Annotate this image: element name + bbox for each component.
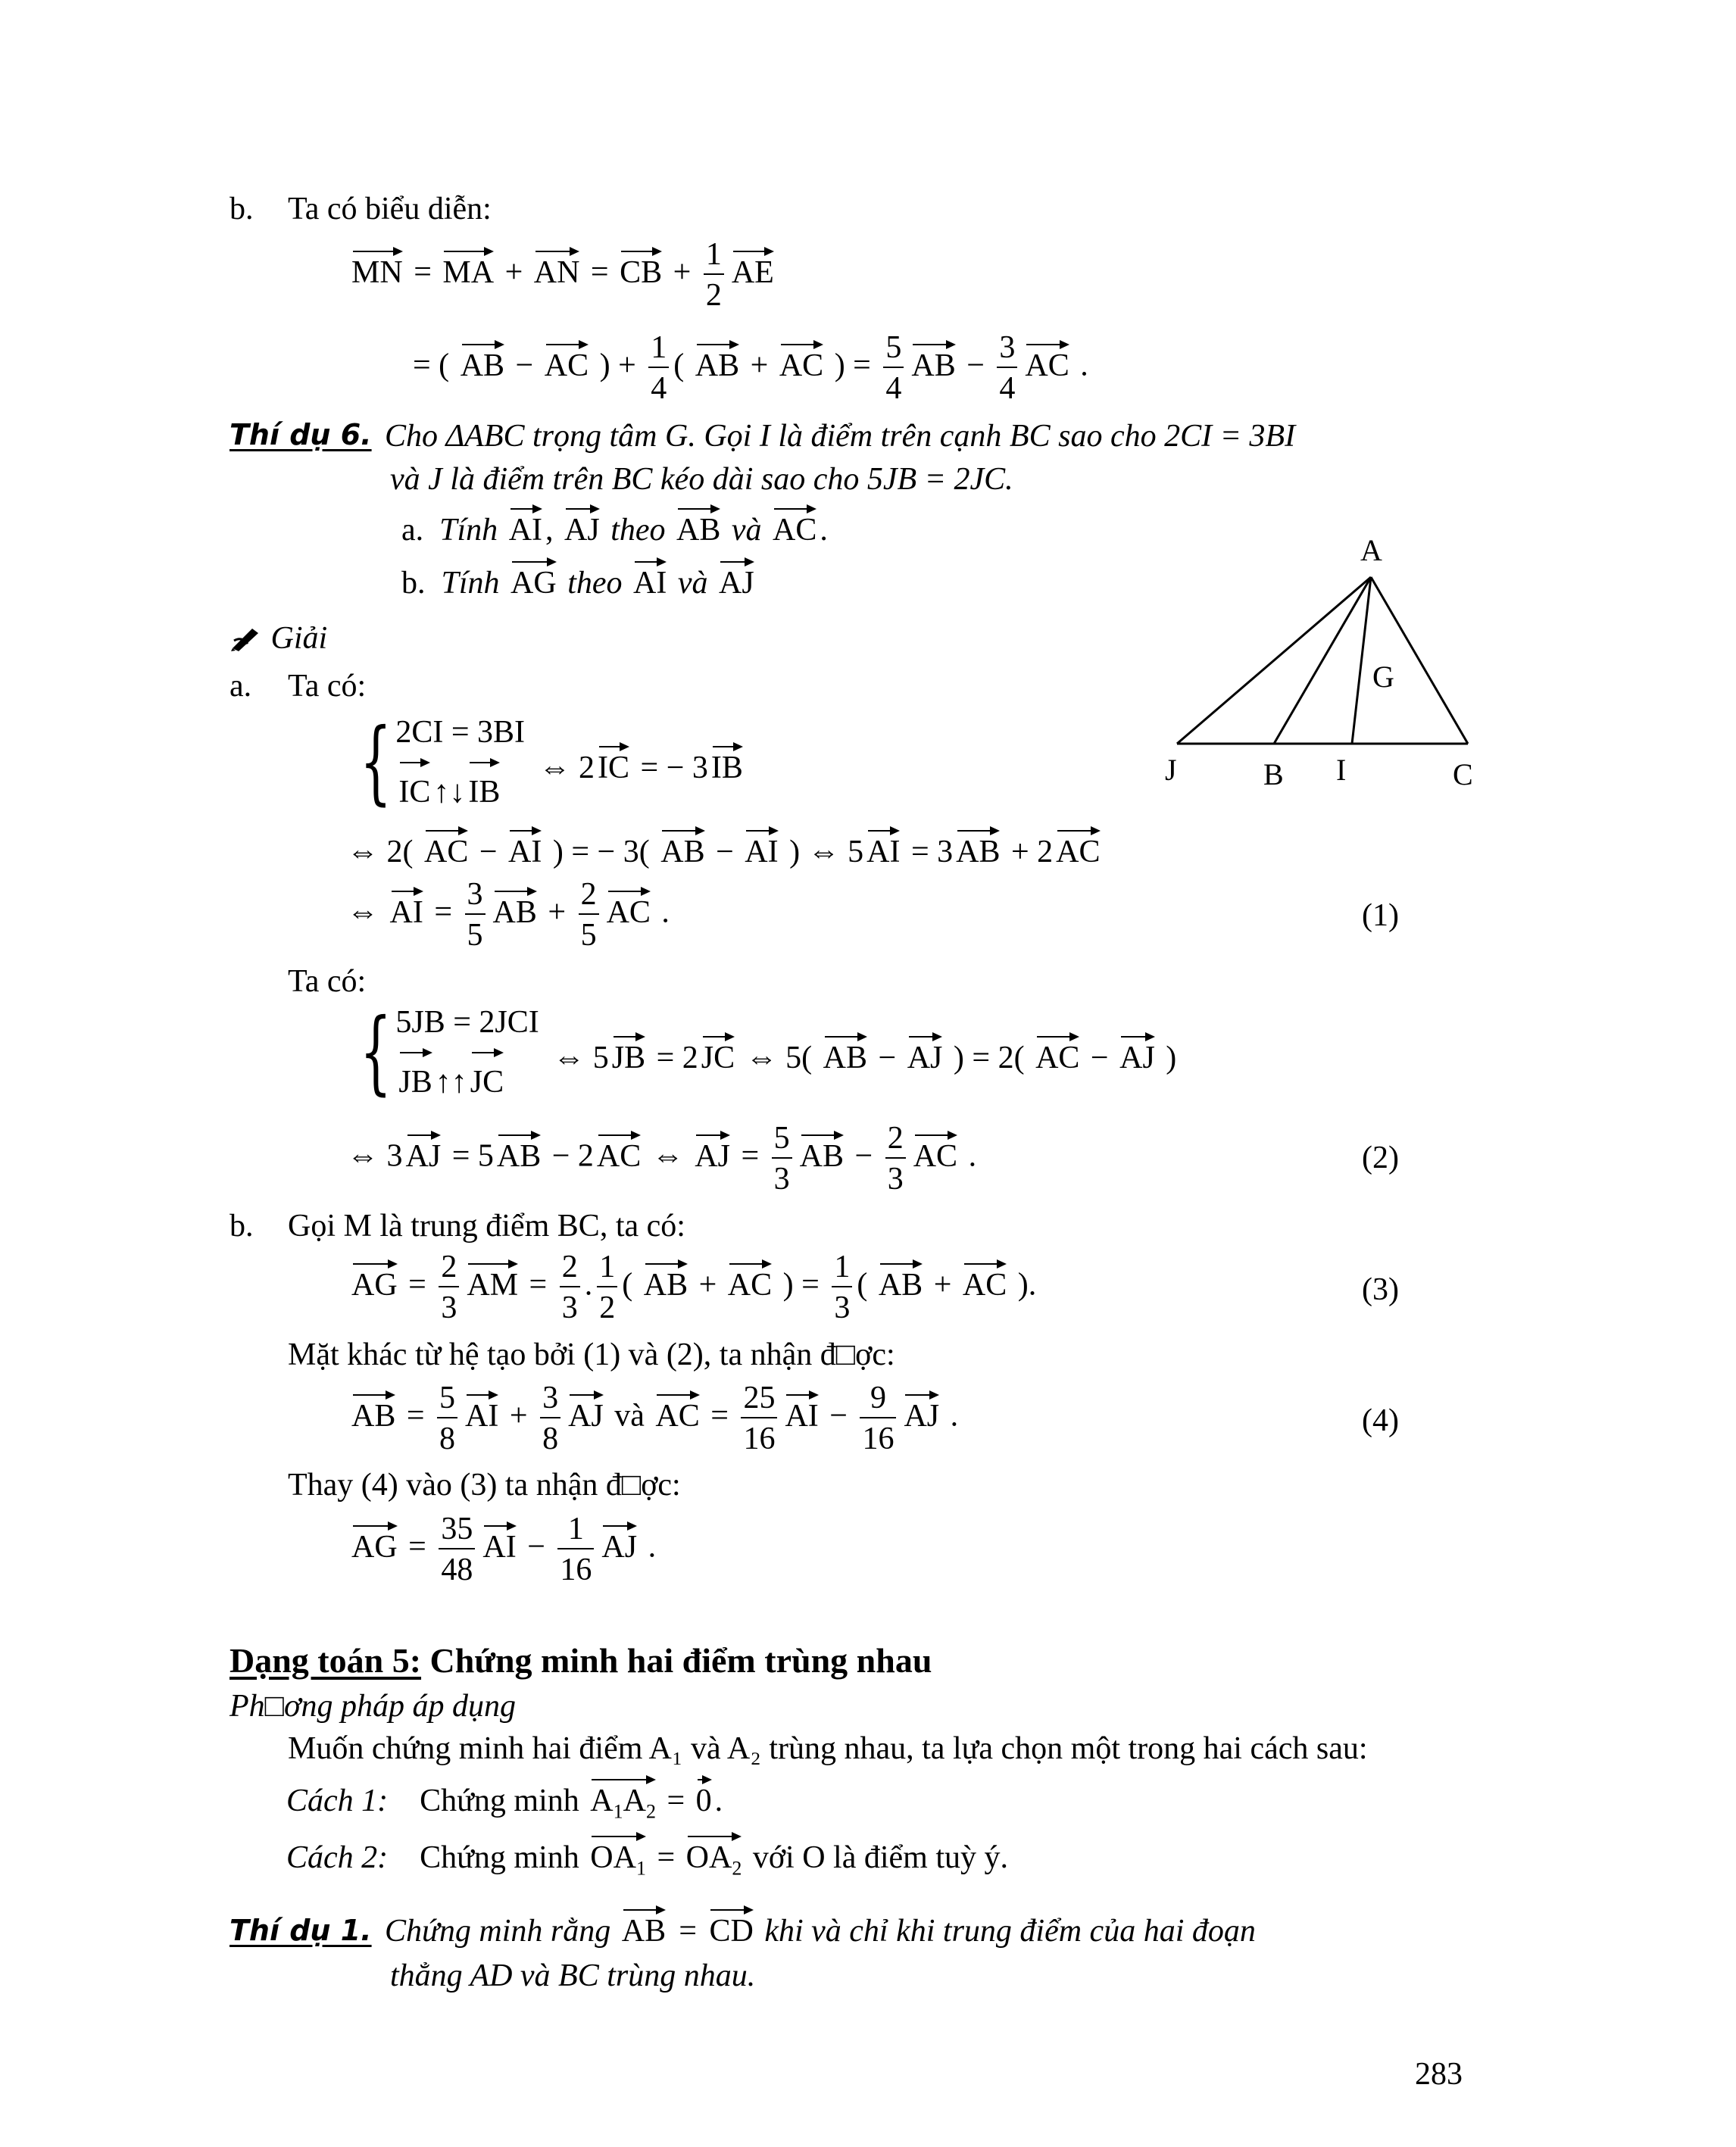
- question-a-va: và: [731, 513, 762, 548]
- example-6-question-a: a. Tính AI, AJ theo AB và AC.: [401, 504, 828, 546]
- section-dang-toan-5: [229, 1643, 932, 1678]
- equation-ai-2: ⇔ AI = $\frac{3}{5}$ AB + $\frac{2}{5}$ AC .: [347, 877, 670, 953]
- question-b-theo: theo: [567, 566, 623, 601]
- equation-ag-final: AG = $\frac{35}{48}$ AI − $\frac{1}{16}$ AJ .: [351, 1512, 657, 1587]
- ta-co-2: Ta có:: [288, 964, 367, 999]
- cach-1: Cách 1: Chứng minh $A_1A_2 = 0$.: [286, 1774, 723, 1821]
- page-number: 283: [1415, 2057, 1463, 2092]
- equation-ai-1: ⇔ 2( AC − AI ) = − 3( AB − AI ) ⇔ 5AI = 3AB + 2AC: [347, 825, 1104, 868]
- question-a-tinh: Tính: [439, 513, 498, 548]
- example-1-label: Thí dụ 1.: [229, 1914, 372, 1947]
- part-a-label: a.: [229, 669, 252, 704]
- system-2: { 5JB = 2JCI JB↑↑JC ⇔ 5JB = 2JC ⇔ 5( AB − AJ ) = 2( AC − AJ ): [347, 998, 1176, 1107]
- question-b-va: và: [677, 566, 708, 601]
- label-c: C: [1453, 757, 1473, 791]
- label-g: G: [1372, 660, 1394, 694]
- system-2-eq: 5JB = 2JCI: [395, 1005, 539, 1040]
- equation-ab-ac: AB = $\frac{5}{8}$ AI + $\frac{3}{8}$ AJ và AC = $\frac{25}{16}$ AI − $\frac{9}{16}$ AJ .: [351, 1381, 959, 1456]
- equation-mn-1: MN = MA + AN = CB + $\frac{1}{2}$ AE: [351, 237, 774, 313]
- example-1-text2: khi và chỉ khi trung điểm của hai đoạn: [764, 1914, 1256, 1949]
- equation-number-4: (4): [1362, 1403, 1399, 1438]
- label-a: A: [1360, 533, 1382, 567]
- equation-aj: ⇔ 3AJ = 5AB − 2AC ⇔ AJ = $\frac{5}{3}$ AB − $\frac{2}{3}$ AC .: [347, 1121, 977, 1197]
- cach-2-tail: với O là điểm tuỳ ý.: [752, 1840, 1008, 1875]
- thay-text: Thay (4) vào (3) ta nhận đ□ợc:: [288, 1468, 681, 1503]
- question-b-tinh: Tính: [441, 566, 500, 601]
- part-a-intro: Ta có:: [288, 669, 367, 704]
- example-6-line1: Cho ΔABC trọng tâm G. Gọi I là điểm trên cạnh BC sao cho 2CI = 3BI: [385, 419, 1296, 454]
- cach-2-label: Cách 2:: [286, 1840, 389, 1875]
- cach-2: Cách 2: Chứng minh $OA_1 = OA_2$ với O là điểm tuỳ ý.: [286, 1831, 1008, 1878]
- example-6-label: Thí dụ 6.: [229, 418, 372, 451]
- part-b-label: b.: [229, 192, 254, 226]
- example-6-question-b: b. Tính AG theo AI và AJ: [401, 557, 757, 599]
- line-ab: [1274, 577, 1371, 744]
- triangle-diagram: [1151, 523, 1507, 803]
- equation-number-3: (3): [1362, 1272, 1399, 1307]
- label-j: J: [1165, 753, 1177, 787]
- pencil-icon: [229, 626, 263, 653]
- question-a-label: a.: [401, 513, 424, 548]
- mat-khac-text: Mặt khác từ hệ tạo bởi (1) và (2), ta nhận đ□ợc:: [288, 1337, 895, 1372]
- system-1: { 2CI = 3BI IC↑↓IB ⇔ 2IC = − 3IB: [347, 708, 746, 817]
- section-title: Chứng minh hai điểm trùng nhau: [429, 1641, 932, 1680]
- cach-1-label: Cách 1:: [286, 1783, 389, 1818]
- label-b: B: [1263, 757, 1284, 791]
- label-i: I: [1336, 753, 1347, 787]
- system-1-eq: 2CI = 3BI: [395, 715, 526, 750]
- question-a-theo: theo: [610, 513, 666, 548]
- method-heading: Ph□ơng pháp áp dụng: [229, 1689, 516, 1724]
- equation-number-2: (2): [1362, 1141, 1399, 1175]
- equation-number-1: (1): [1362, 898, 1399, 933]
- equation-ag-1: AG = $\frac{2}{3}$ AM = $\frac{2}{3}$ . $\frac{1}{2}$ ( AB + AC ) = $\frac{1}{3}$ ( AB + AC ).: [351, 1250, 1037, 1325]
- line-ai: [1352, 577, 1371, 744]
- example-6-line2: và J là điểm trên BC kéo dài sao cho 5JB = 2JC.: [390, 462, 1013, 497]
- cach-1-text: Chứng minh: [420, 1783, 579, 1818]
- part-b-solution-label: b.: [229, 1209, 254, 1244]
- solution-header: [229, 623, 327, 654]
- equation-mn-2: = ( AB − AC ) + $\frac{1}{4}$ ( AB + AC ) = $\frac{5}{4}$ AB − $\frac{3}{4}$ AC .: [413, 330, 1088, 406]
- example-1-line1: Chứng minh rằng AB = CD khi và chỉ khi trung điểm của hai đoạn: [385, 1905, 1256, 1947]
- part-b-solution-intro: Gọi M là trung điểm BC, ta có:: [288, 1209, 685, 1244]
- example-1-text1: Chứng minh rằng: [385, 1914, 611, 1949]
- example-1-line2: thẳng AD và BC trùng nhau.: [390, 1958, 756, 1993]
- line-ja: [1177, 577, 1371, 744]
- part-b-intro: Ta có biểu diễn:: [288, 192, 492, 226]
- cach-2-text: Chứng minh: [420, 1840, 579, 1875]
- section-prefix: Dạng toán 5:: [229, 1641, 422, 1680]
- question-b-label: b.: [401, 566, 426, 601]
- method-intro: Muốn chứng minh hai điểm A₁ và A₂ trùng nhau, ta lựa chọn một trong hai cách sau:: [288, 1731, 1368, 1766]
- solution-label: Giải: [270, 621, 328, 656]
